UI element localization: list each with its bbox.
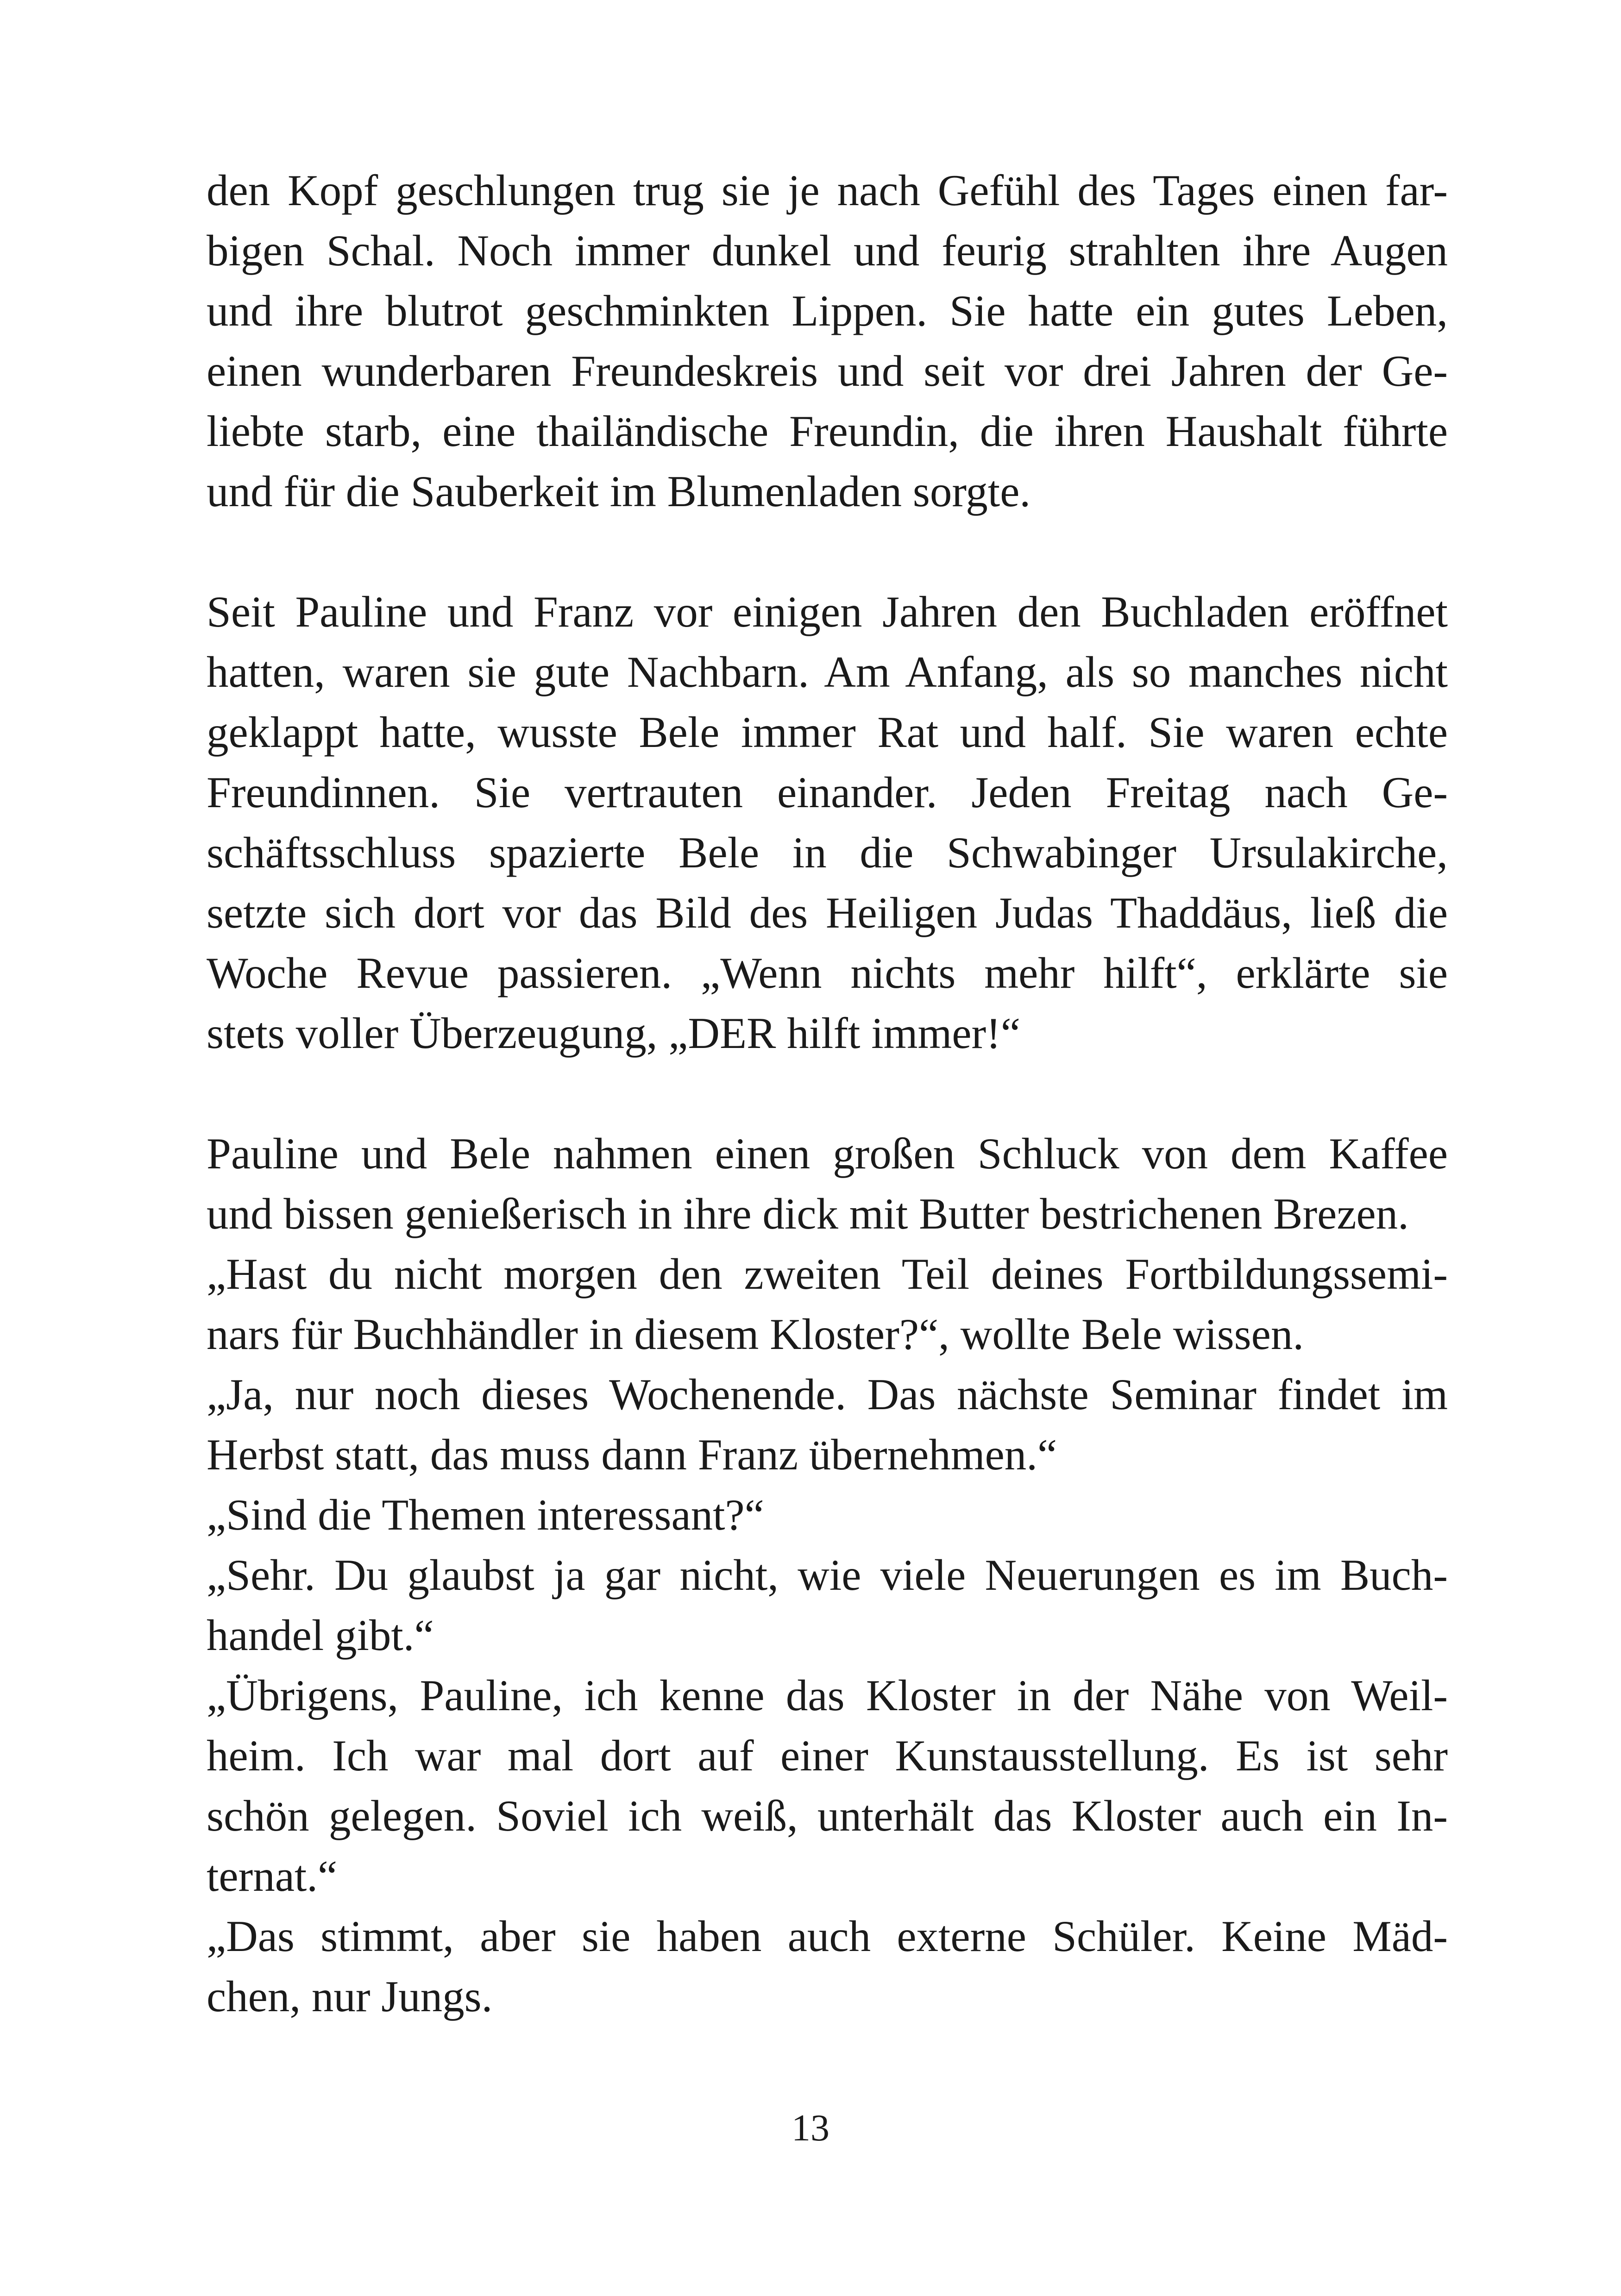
text-line: „Das stimmt, aber sie haben auch externe Schüler. Keine Mäd- (207, 1912, 1448, 1961)
text-line: Freundinnen. Sie vertrauten einander. Jeden Freitag nach Ge- (207, 768, 1448, 817)
paragraph-gap (207, 1063, 1448, 1123)
text-line: Pauline und Bele nahmen einen großen Schluck von dem Kaffee (207, 1129, 1448, 1178)
text-line: geklappt hatte, wusste Bele immer Rat und half. Sie waren echte (207, 708, 1448, 757)
text-line: und bissen genießerisch in ihre dick mit Butter bestrichenen Brezen. (207, 1189, 1409, 1238)
text-line: und ihre blutrot geschminkten Lippen. Sie hatte ein gutes Leben, (207, 286, 1448, 335)
text-line: Woche Revue passieren. „Wenn nichts mehr hilft“, erklärte sie (207, 948, 1448, 997)
page-number: 13 (792, 2107, 829, 2149)
text-line: nars für Buchhändler in diesem Kloster?“, wollte Bele wissen. (207, 1310, 1304, 1359)
body-text (207, 160, 1448, 2026)
text-line: schäftsschluss spazierte Bele in die Schwabinger Ursulakirche, (207, 828, 1448, 877)
text-line: Seit Pauline und Franz vor einigen Jahren den Buchladen eröffnet (207, 587, 1448, 636)
text-line: „Sind die Themen interessant?“ (207, 1490, 764, 1539)
text-line: „Sehr. Du glaubst ja gar nicht, wie viele Neuerungen es im Buch- (207, 1550, 1448, 1600)
text-line: heim. Ich war mal dort auf einer Kunstausstellung. Es ist sehr (207, 1731, 1448, 1780)
text-line: „Hast du nicht morgen den zweiten Teil deines Fortbildungssemi- (207, 1249, 1448, 1299)
text-line: stets voller Überzeugung, „DER hilft immer!“ (207, 1009, 1020, 1058)
paragraph-gap (207, 521, 1448, 582)
text-line: liebte starb, eine thailändische Freundin, die ihren Haushalt führte (207, 407, 1448, 456)
text-line: ternat.“ (207, 1851, 338, 1901)
text-line: „Ja, nur noch dieses Wochenende. Das nächste Seminar findet im (207, 1370, 1448, 1419)
text-line: Herbst statt, das muss dann Franz übernehmen.“ (207, 1430, 1057, 1479)
text-line: „Übrigens, Pauline, ich kenne das Kloster in der Nähe von Weil- (207, 1671, 1448, 1720)
text-line: handel gibt.“ (207, 1611, 434, 1660)
text-line: einen wunderbaren Freundeskreis und seit vor drei Jahren der Ge- (207, 346, 1448, 395)
text-line: chen, nur Jungs. (207, 1972, 493, 2021)
text-line: bigen Schal. Noch immer dunkel und feurig strahlten ihre Augen (207, 226, 1448, 275)
text-line: hatten, waren sie gute Nachbarn. Am Anfang, als so manches nicht (207, 647, 1448, 696)
text-line: und für die Sauberkeit im Blumenladen sorgte. (207, 467, 1031, 516)
text-line: den Kopf geschlungen trug sie je nach Gefühl des Tages einen far- (207, 166, 1448, 215)
text-line: setzte sich dort vor das Bild des Heiligen Judas Thaddäus, ließ die (207, 888, 1448, 937)
text-line: schön gelegen. Soviel ich weiß, unterhält das Kloster auch ein In- (207, 1791, 1448, 1840)
